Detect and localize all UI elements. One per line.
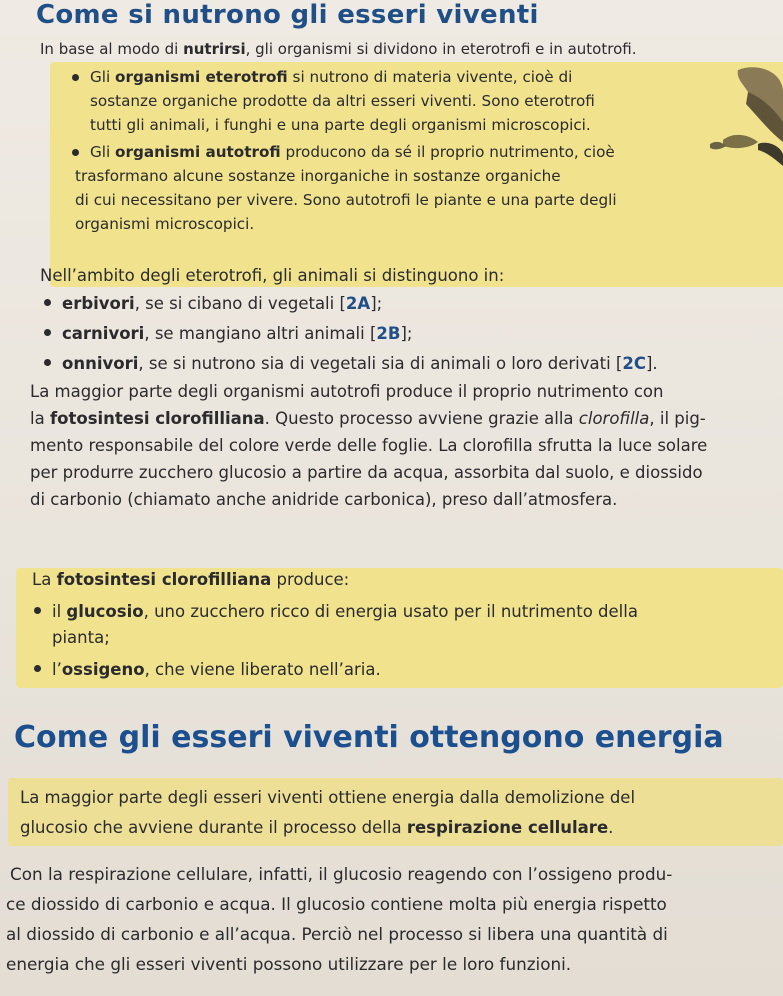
photosynthesis-line: per produrre zucchero glucosio a partire da acqua, assorbita dal suolo, e diossido [30,463,703,482]
autotroph-heterotroph-item-heterotrophs: Gli organismi eterotrofi si nutrono di materia vivente, cioè di [90,65,572,89]
page-title: Come si nutrono gli esseri viventi [36,0,539,30]
list-item-carnivores: carnivori, se mangiano altri animali [2B]; [62,320,412,347]
text-line: organismi microscopici. [75,215,255,233]
text-line: trasformano alcune sostanze inorganiche in sostanze organiche [75,167,561,185]
intro-paragraph: In base al modo di nutrirsi, gli organismi si dividono in eterotrofi e in autotrofi. [40,40,637,58]
text-line: sostanze organiche prodotte da altri esseri viventi. Sono eterotrofi [90,92,595,110]
text-line: pianta; [52,628,110,647]
text-line: di cui necessitano per vivere. Sono autotrofi le piante e una parte degli [75,191,617,209]
photosynthesis-line: mento responsabile del colore verde delle foglie. La clorofilla sfrutta la luce solare [30,436,708,455]
respiration-line: ce diossido di carbonio e acqua. Il glucosio contiene molta più energia rispetto [6,894,667,914]
photosynthesis-line: La maggior parte degli organismi autotrofi produce il proprio nutrimento con [30,382,664,401]
list-item-glucose: il glucosio, uno zucchero ricco di energia usato per il nutrimento della [52,598,638,625]
list-item-oxygen: l’ossigeno, che viene liberato nell’aria. [52,656,381,683]
list-item-herbivores: erbivori, se si cibano di vegetali [2A]; [62,290,382,317]
products-lead: La fotosintesi clorofilliana produce: [32,570,350,589]
section-title: Come gli esseri viventi ottengono energia [14,720,724,755]
photosynthesis-line: la fotosintesi clorofilliana. Questo processo avviene grazie alla clorofilla, il pig- [30,409,706,428]
list-item-omnivores: onnivori, se si nutrono sia di vegetali sia di animali o loro derivati [2C]. [62,350,658,377]
text-line: tutti gli animali, i funghi e una parte degli organismi microscopici. [90,116,591,134]
photosynthesis-line: di carbonio (chiamato anche anidride carbonica), preso dall’atmosfera. [30,490,618,509]
respiration-line: energia che gli esseri viventi possono utilizzare per le loro funzioni. [6,954,572,974]
heterotrophs-lead: Nell’ambito degli eterotrofi, gli animali si distinguono in: [40,266,505,285]
turtle-illustration [688,62,783,172]
autotroph-heterotroph-item-autotrophs: Gli organismi autotrofi producono da sé il proprio nutrimento, cioè [90,140,615,164]
respiration-line: al diossido di carbonio e all’acqua. Perciò nel processo si libera una quantità di [6,924,668,944]
respiration-box-line: glucosio che avviene durante il processo della respirazione cellulare. [20,818,614,837]
respiration-line: Con la respirazione cellulare, infatti, il glucosio reagendo con l’ossigeno produ- [10,864,673,884]
respiration-box-line: La maggior parte degli esseri viventi ottiene energia dalla demolizione del [20,788,636,807]
